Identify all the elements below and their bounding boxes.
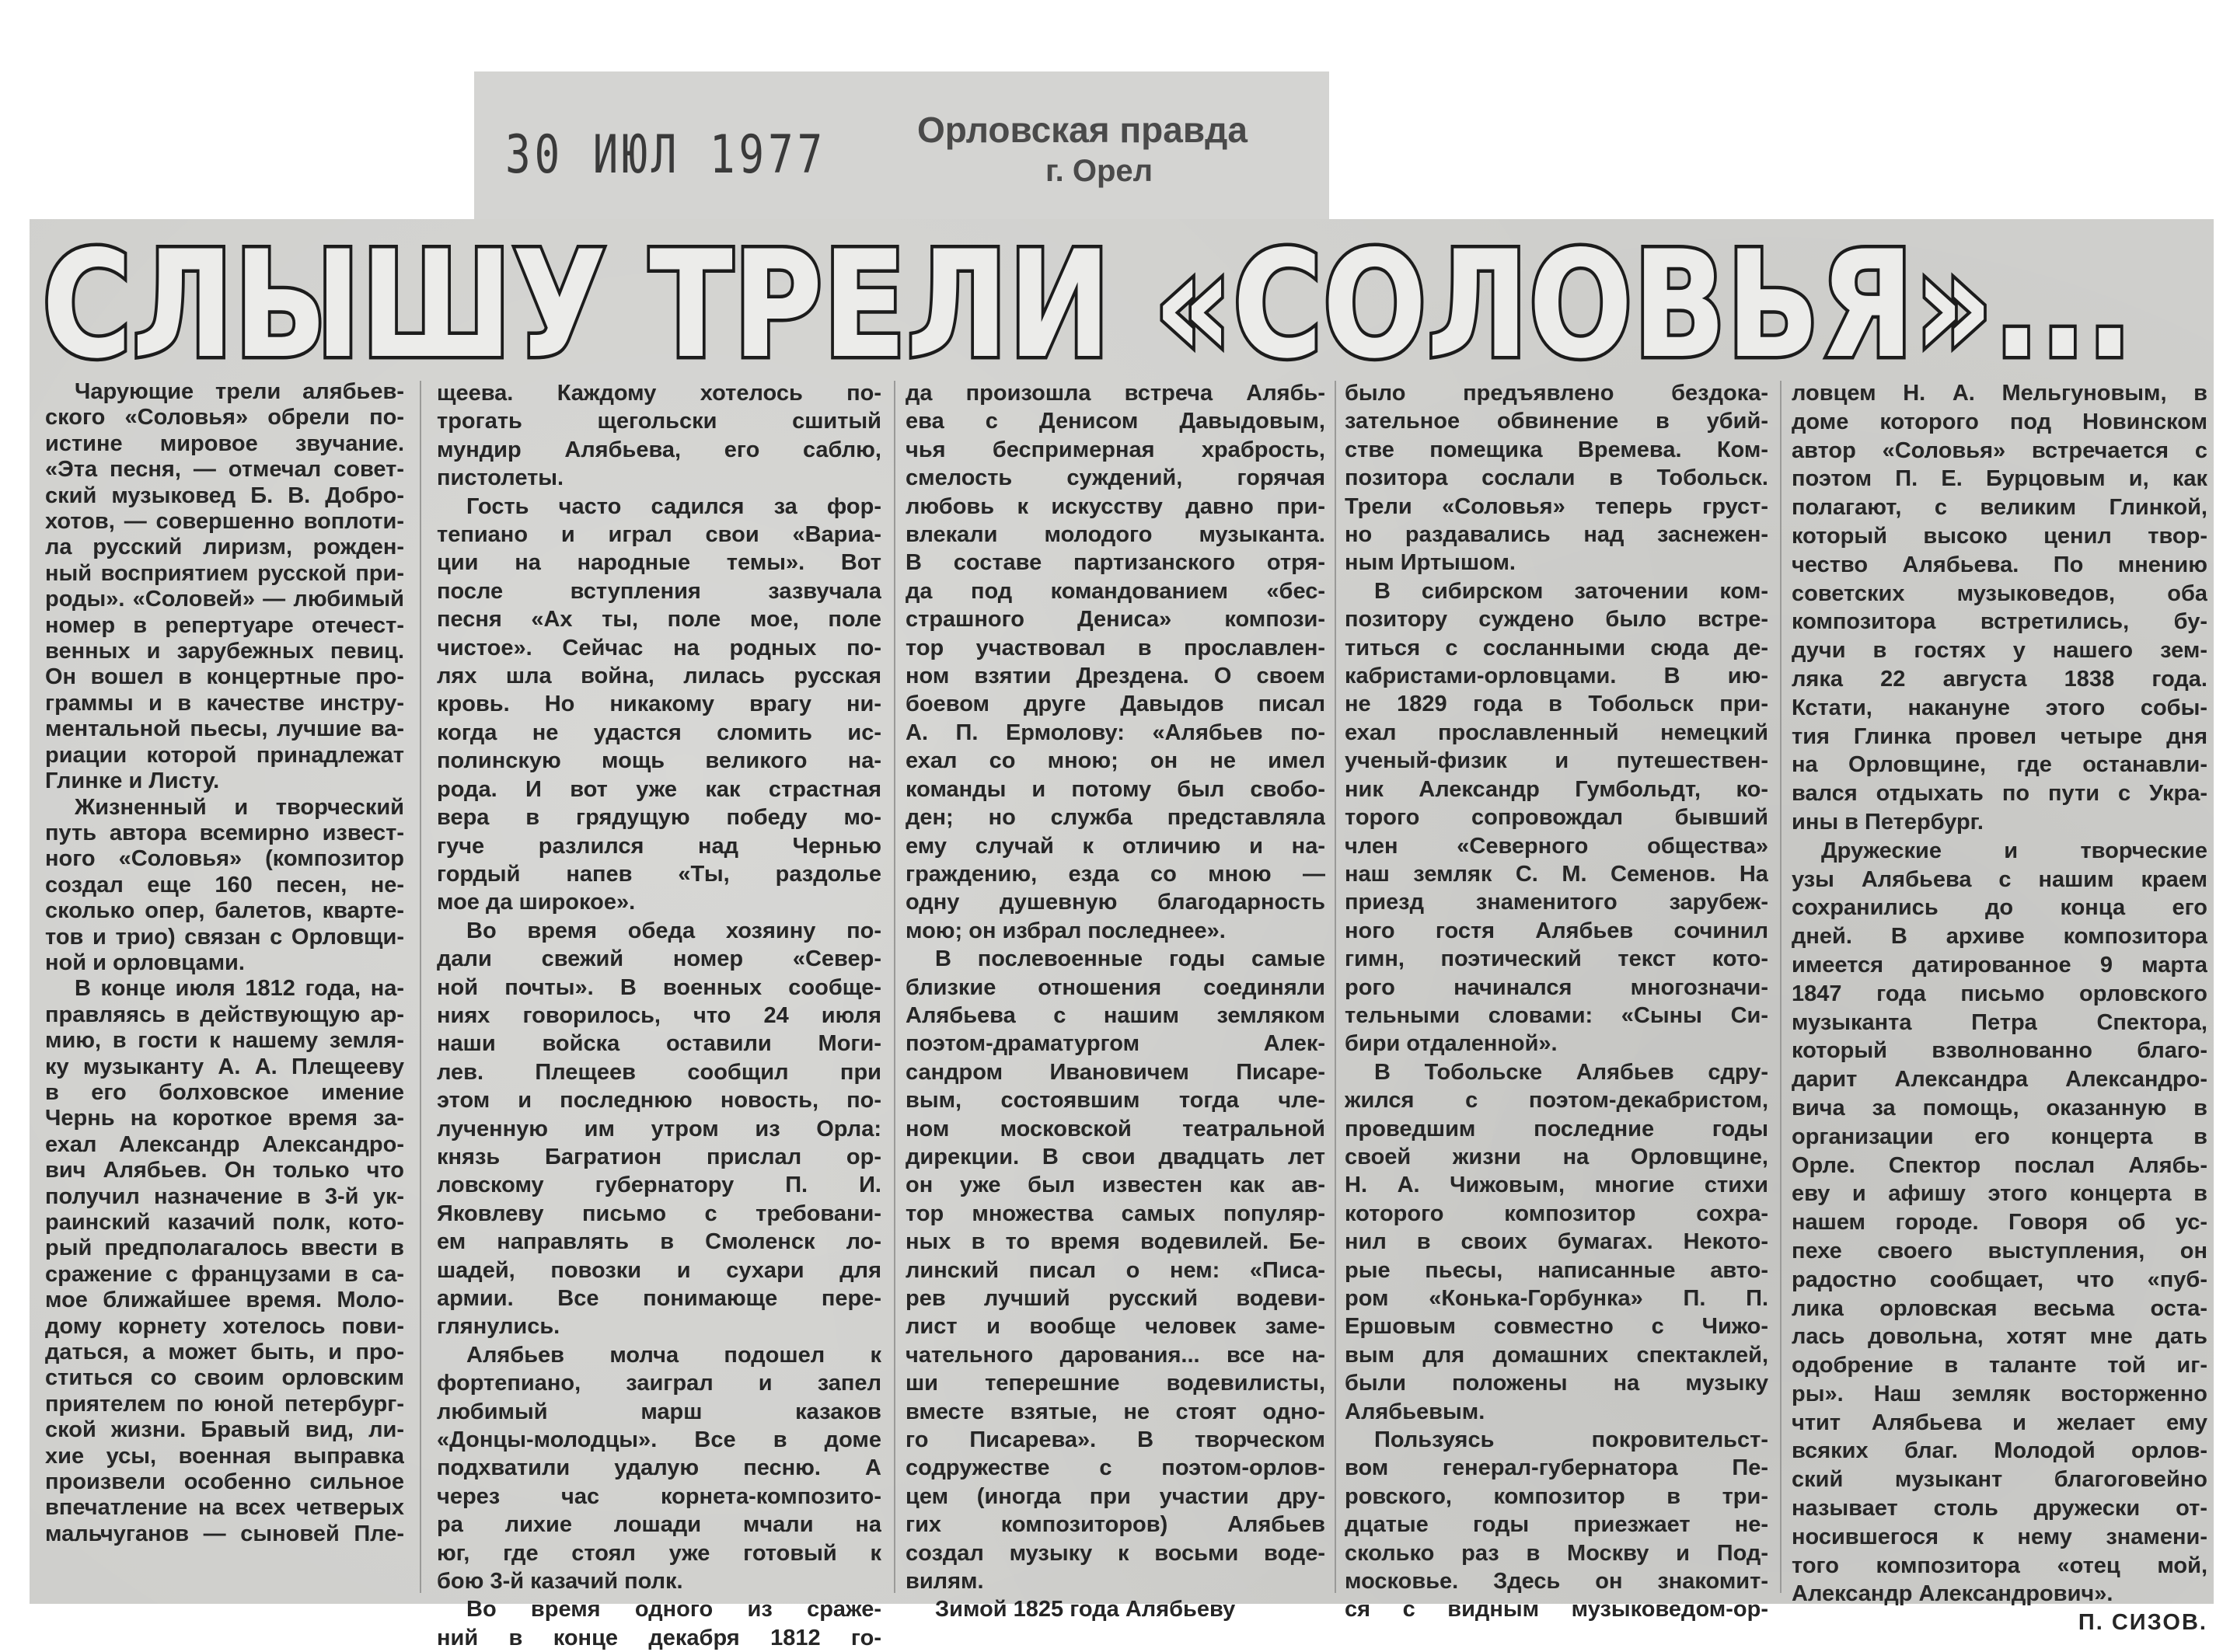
text-line: нил в своих бумагах. Некото- <box>1345 1229 1768 1255</box>
column-rule <box>1780 381 1782 1593</box>
text-line: юг, где стоял уже готовый к <box>437 1540 881 1566</box>
text-line: зательное обвинение в убий- <box>1345 409 1768 434</box>
paragraph <box>906 1595 1325 1623</box>
text-line: вича за помощь, оказанную в <box>1792 1095 2207 1121</box>
text-line: линский писал о нем: «Писа- <box>906 1257 1325 1283</box>
text-line: поэтом-драматургом Алек- <box>906 1031 1325 1057</box>
text-line: тельными словами: «Сыны Си- <box>1345 1002 1768 1028</box>
text-line: А. П. Ермолову: «Алябьев по- <box>906 720 1325 745</box>
text-line: рев лучший русский водеви- <box>906 1286 1325 1311</box>
text-line: советских музыковедов, оба <box>1792 580 2207 606</box>
text-line: ему случай к отличию и на- <box>906 833 1325 859</box>
text-line: мальчуганов — сыновей Пле- <box>45 1521 404 1546</box>
text-line: шадей, повозки и сухари для <box>437 1257 881 1283</box>
text-line: ровского, композитор в три- <box>1345 1483 1768 1509</box>
text-line: бою 3-й казачий полк. <box>437 1569 683 1594</box>
paragraph <box>45 379 404 795</box>
text-line: вым для домашних спектаклей, <box>1345 1342 1768 1368</box>
text-line: ром «Конька-Горбунка» П. П. <box>1345 1286 1768 1311</box>
text-line: впечатление на всех четверых <box>45 1495 404 1521</box>
text-line: путь автора всемирно извест- <box>45 820 404 845</box>
paragraph <box>1345 379 1768 577</box>
text-line: всяких благ. Молодой орлов- <box>1792 1438 2207 1464</box>
paragraph <box>437 493 881 917</box>
text-line: тия Глинка провел четыре дня <box>1792 723 2207 749</box>
text-line: вич Алябьев. Он только что <box>45 1158 404 1183</box>
text-line: цем (иногда при участии дру- <box>906 1483 1325 1509</box>
text-line: В сибирском заточении ком- <box>1374 578 1768 604</box>
text-line: Алябьевым. <box>1345 1399 1485 1424</box>
text-line: проведшим последние годы <box>1345 1116 1768 1141</box>
text-line: ментальной пьесы, лучшие ва- <box>45 716 404 742</box>
text-line: которого композитор сохра- <box>1345 1201 1768 1226</box>
text-line: доме которого под Новинском <box>1792 409 2207 434</box>
text-line: ева с Денисом Давыдовым, <box>906 409 1325 434</box>
text-line: этом и последнюю новость, по- <box>437 1088 881 1114</box>
paragraph <box>906 945 1325 1595</box>
text-line: ного гостя Алябьев сочинил <box>1345 918 1768 943</box>
text-line: ский музыковед Б. В. Добро- <box>45 483 404 508</box>
text-line: чтит Алябьева и желает ему <box>1792 1410 2207 1435</box>
text-line: 1847 года письмо орловского <box>1792 981 2207 1006</box>
paragraph <box>45 795 404 977</box>
text-line: после вступления зазвучала <box>437 578 881 604</box>
text-line: одну душевную благодарность <box>906 890 1325 915</box>
text-line: сохранились до конца его <box>1792 895 2207 921</box>
text-line: венных и зарубежных певиц. <box>45 639 404 664</box>
text-line: сколько опер, балетов, кварте- <box>45 898 404 924</box>
author-signature: П. СИЗОВ. <box>2078 1610 2207 1636</box>
text-line: рого начинался многозначи- <box>1345 974 1768 1000</box>
text-line: Кстати, накануне этого собы- <box>1792 695 2207 720</box>
text-line: гордый напев «Ты, раздолье <box>437 861 881 887</box>
text-line: ра лихие лошади мчали на <box>437 1512 881 1538</box>
text-line: го Писарева». В творческом <box>906 1427 1325 1453</box>
text-line: князь Багратион прислал ор- <box>437 1144 881 1169</box>
text-line: было предъявлено бездока- <box>1345 381 1768 406</box>
text-line: позитору суждено было встре- <box>1345 607 1768 633</box>
text-line: лась довольна, хотят мне дать <box>1792 1324 2207 1350</box>
article-column-2 <box>437 379 881 1652</box>
text-line: лях шла война, лилась русская <box>437 664 881 689</box>
paragraph <box>437 917 881 1341</box>
text-line: полинскую мощь великого на- <box>437 748 881 774</box>
text-line: граждению, езда со мною — <box>906 861 1325 887</box>
text-line: полагают, с великим Глинкой, <box>1792 495 2207 521</box>
text-line: Во время одного из сраже- <box>466 1597 881 1622</box>
text-line: через час корнета-композито- <box>437 1483 881 1509</box>
text-line: торого сопровождал бывший <box>1345 805 1768 831</box>
text-line: гимн, поэтический текст кото- <box>1345 946 1768 972</box>
text-line: композитора встретились, бу- <box>1792 609 2207 635</box>
text-line: ши теперешние водевилисты, <box>906 1371 1325 1396</box>
text-line: дней. В архиве композитора <box>1792 924 2207 950</box>
text-line: были положены на музыку <box>1345 1371 1768 1396</box>
text-line: пистолеты. <box>437 465 564 491</box>
text-line: фортепиано, заиграл и запел <box>437 1371 881 1396</box>
text-line: рый предполагалось ввести в <box>45 1236 404 1261</box>
text-line: «Донцы-молодцы». Все в доме <box>437 1427 881 1453</box>
text-line: тепиано и играл свои «Вариа- <box>437 522 881 548</box>
text-line: ехал со мною; он не имел <box>906 748 1325 774</box>
text-line: Во время обеда хозяину по- <box>466 918 881 943</box>
newspaper-city: г. Орел <box>1045 154 1153 188</box>
text-line: любовь к искусству давно при- <box>906 493 1325 519</box>
text-line: подхватили удалую песню. А <box>437 1455 881 1481</box>
text-line: ры». Наш земляк восторженно <box>1792 1381 2207 1406</box>
text-line: узы Алябьева с нашим краем <box>1792 866 2207 892</box>
text-line: чательного дарования... все на- <box>906 1342 1325 1368</box>
text-line: позитора сослали в Тобольск. <box>1345 465 1768 491</box>
text-line: мундир Алябьева, его саблю, <box>437 437 881 462</box>
text-line: глянулись. <box>437 1314 560 1340</box>
text-line: жился с поэтом-декабристом, <box>1345 1088 1768 1114</box>
paragraph <box>1792 837 2207 1609</box>
text-line: трогать щегольски сшитый <box>437 409 881 434</box>
text-line: Ершовым совместно с Чижо- <box>1345 1314 1768 1340</box>
text-line: ский музыкант благоговейно <box>1792 1467 2207 1493</box>
text-line: ем направлять в Смоленск ло- <box>437 1229 881 1255</box>
text-line: Чарующие трели алябьев- <box>75 379 404 404</box>
text-line: ляка 22 августа 1838 года. <box>1792 666 2207 692</box>
text-line: который высоко ценил твор- <box>1792 523 2207 549</box>
text-line: В Тобольске Алябьев сдру- <box>1374 1059 1768 1085</box>
text-line: член «Северного общества» <box>1345 833 1768 859</box>
text-line: Зимой 1825 года Алябьеву <box>935 1597 1236 1622</box>
text-line: музыканта Петра Спектора, <box>1792 1009 2207 1035</box>
text-line: ной почты». В военных сообще- <box>437 974 881 1000</box>
text-line: сражение с французами в са- <box>45 1261 404 1287</box>
text-line: ниях говорилось, что 24 июля <box>437 1002 881 1028</box>
text-line: ном московской театральной <box>906 1116 1325 1141</box>
paragraph <box>1345 1426 1768 1624</box>
text-line: В конце июля 1812 года, на- <box>75 976 404 1002</box>
text-line: наши войска оставили Моги- <box>437 1031 881 1057</box>
text-line: номер в репертуаре отечест- <box>45 612 404 638</box>
paragraph <box>437 379 881 493</box>
paragraph <box>1345 1058 1768 1426</box>
text-line: ник Александр Гумбольдт, ко- <box>1345 776 1768 802</box>
text-line: ном взятии Дрездена. О своем <box>906 664 1325 689</box>
paragraph <box>1792 379 2207 837</box>
text-line: сколько раз в Москву и Под- <box>1345 1540 1768 1566</box>
text-line: вом генерал-губернатора Пе- <box>1345 1455 1768 1481</box>
text-line: ку музыканту А. А. Плещееву <box>45 1054 404 1079</box>
text-line: который взволнованно благо- <box>1792 1038 2207 1064</box>
text-line: получил назначение в 3-й ук- <box>45 1183 404 1209</box>
text-line: нашем городе. Говоря об ус- <box>1792 1210 2207 1236</box>
text-line: лученную им утром из Орла: <box>437 1116 881 1141</box>
text-line: одобрение в таланте той иг- <box>1792 1353 2207 1378</box>
text-line: тор участвовал в прославлен- <box>906 635 1325 660</box>
text-line: да произошла встреча Алябь- <box>906 381 1325 406</box>
text-line: ского «Соловья» обрели по- <box>45 405 404 430</box>
text-line: ного «Соловья» (композитор <box>45 846 404 872</box>
text-line: ехал прославленный немецкий <box>1345 720 1768 745</box>
text-line: команды и потому был свобо- <box>906 776 1325 802</box>
text-line: наш земляк С. М. Семенов. На <box>1345 861 1768 887</box>
column-rule <box>894 381 895 1593</box>
text-line: радостно сообщает, что «пуб- <box>1792 1267 2207 1292</box>
text-line: того композитора «отец мой, <box>1792 1553 2207 1578</box>
text-line: дцатые годы приезжает не- <box>1345 1512 1768 1538</box>
paragraph <box>437 1595 881 1652</box>
text-line: вилям. <box>906 1569 984 1594</box>
text-line: роды». «Соловей» — любимый <box>45 587 404 612</box>
text-line: московье. Здесь он знакомит- <box>1345 1569 1768 1594</box>
text-line: ской жизни. Бравый вид, ли- <box>45 1417 404 1443</box>
text-line: раинский казачий полк, кото- <box>45 1210 404 1235</box>
text-line: мое да широкое». <box>437 890 636 915</box>
article-column-4 <box>1345 379 1768 1624</box>
text-line: приезд знаменитого зарубеж- <box>1345 890 1768 915</box>
text-line: Н. А. Чижовым, многие стихи <box>1345 1173 1768 1198</box>
text-line: ины в Петербург. <box>1792 809 1984 835</box>
text-line: Александр Александрович». <box>1792 1581 2113 1607</box>
text-line: риации которой принадлежат <box>45 742 404 768</box>
text-line: ся с видным музыковедом-ор- <box>1345 1597 1768 1622</box>
text-line: лист и вообще человек заме- <box>906 1314 1325 1340</box>
text-line: истине мировое звучание. <box>45 430 404 456</box>
text-line: стве помещика Времева. Ком- <box>1345 437 1768 462</box>
column-rule <box>1335 381 1336 1593</box>
text-line: Чернь на короткое время за- <box>45 1106 404 1131</box>
text-line: ститься со своим орловским <box>45 1365 404 1391</box>
text-line: произвели особенно сильное <box>45 1469 404 1495</box>
text-line: называет столь дружески от- <box>1792 1496 2207 1521</box>
text-line: поэтом П. Е. Бурцовым и, как <box>1792 466 2207 492</box>
text-line: правляясь в действующую ар- <box>45 1002 404 1027</box>
text-line: кабристами-орловцами. В ию- <box>1345 664 1768 689</box>
column-rule <box>420 381 421 1593</box>
text-line: дому корнету хотелось пови- <box>45 1313 404 1339</box>
text-line: ловцем Н. А. Мельгуновым, в <box>1792 381 2207 406</box>
text-line: сандром Ивановичем Писаре- <box>906 1059 1325 1085</box>
text-line: рода. И вот уже как страстная <box>437 776 881 802</box>
text-line: боевом друге Давыдов писал <box>906 692 1325 717</box>
text-line: титься с сосланными сюда де- <box>1345 635 1768 660</box>
text-line: содружестве с поэтом-орлов- <box>906 1455 1325 1481</box>
text-line: кровь. Но никакому врагу ни- <box>437 692 881 717</box>
text-line: щеева. Каждому хотелось по- <box>437 381 881 406</box>
text-line: он уже был известен как ав- <box>906 1173 1325 1198</box>
text-line: ехал Александр Александро- <box>45 1131 404 1157</box>
text-line: но раздавались над заснежен- <box>1345 522 1768 548</box>
text-line: дали свежий номер «Север- <box>437 946 881 972</box>
text-line: лев. Плещеев сообщил при <box>437 1059 881 1085</box>
text-line: песня «Ах ты, поле мое, поле <box>437 607 881 633</box>
text-line: мою; он избрал последнее». <box>906 918 1226 943</box>
paragraph <box>437 1341 881 1596</box>
text-line: хие усы, военная выправка <box>45 1443 404 1469</box>
text-line: дарит Александра Александро- <box>1792 1067 2207 1093</box>
paragraph <box>45 976 404 1547</box>
text-line: «Эта песня, — отмечал совет- <box>45 457 404 483</box>
text-line: лика орловская весьма оста- <box>1792 1295 2207 1321</box>
text-line: еву и афишу этого концерта в <box>1792 1181 2207 1207</box>
text-line: чья беспримерная храбрость, <box>906 437 1325 462</box>
text-line: смелость суждений, горячая <box>906 465 1325 491</box>
text-line: ных в то время водевилей. Бе- <box>906 1229 1325 1255</box>
text-line: Дружеские и творческие <box>1821 838 2207 863</box>
text-line: когда не удастся сломить ис- <box>437 720 881 745</box>
text-line: Трели «Соловья» теперь груст- <box>1345 493 1768 519</box>
text-line: Алябьева с нашим земляком <box>906 1002 1325 1028</box>
text-line: Жизненный и творческий <box>75 794 404 820</box>
text-line: бири отдаленной». <box>1345 1031 1558 1057</box>
text-line: ный восприятием русской при- <box>45 560 404 586</box>
text-line: тор множества самых популяр- <box>906 1201 1325 1226</box>
text-line: Алябьев молча подошел к <box>466 1342 881 1368</box>
text-line: своей жизни на Орловщине, <box>1345 1144 1768 1169</box>
text-line: Орле. Спектор послал Алябь- <box>1792 1152 2207 1178</box>
text-line: в его болховское имение <box>45 1079 404 1105</box>
text-line: чистое». Сейчас на родных по- <box>437 635 881 660</box>
text-line: Гость часто садился за фор- <box>466 493 881 519</box>
article-column-1 <box>45 379 404 1547</box>
text-line: организации его концерта в <box>1792 1124 2207 1149</box>
newspaper-name: Орловская правда <box>917 110 1248 150</box>
text-line: мое ближайшее время. Моло- <box>45 1288 404 1313</box>
article-column-3 <box>906 379 1325 1624</box>
article-column-5 <box>1792 379 2207 1637</box>
text-line: создал музыку к восьми воде- <box>906 1540 1325 1566</box>
text-line: любимый марш казаков <box>437 1399 881 1424</box>
text-line: вера в грядущую победу мо- <box>437 805 881 831</box>
article-headline <box>39 233 2153 373</box>
text-line: дирекции. В свои двадцать лет <box>906 1144 1325 1169</box>
text-line: ции на народные темы». Вот <box>437 550 881 576</box>
paragraph <box>906 379 1325 945</box>
text-line: ной и орловцами. <box>45 950 245 975</box>
text-line: создал еще 160 песен, не- <box>45 872 404 897</box>
text-line: Яковлеву письмо с требовани- <box>437 1201 881 1226</box>
headline-text: СЛЫШУ ТРЕЛИ «СОЛОВЬЯ»... <box>42 233 2133 373</box>
text-line: Глинке и Листу. <box>45 768 220 794</box>
paragraph <box>1345 577 1768 1058</box>
text-line: близкие отношения соединяли <box>906 974 1325 1000</box>
text-line: граммы и в качестве инстру- <box>45 690 404 716</box>
text-line: имеется датированное 9 марта <box>1792 952 2207 978</box>
text-line: Пользуясь покровительст- <box>1374 1427 1768 1453</box>
text-line: дучи в гостях у нашего зем- <box>1792 638 2207 664</box>
text-line: пехе своего выступления, он <box>1792 1238 2207 1263</box>
text-line: гих композиторов) Алябьев <box>906 1512 1325 1538</box>
text-line: ученый-физик и путешествен- <box>1345 748 1768 774</box>
text-line: даться, а может быть, и про- <box>45 1340 404 1365</box>
text-line: да под командованием «бес- <box>906 578 1325 604</box>
text-line: Он вошел в концертные про- <box>45 664 404 690</box>
text-line: не 1829 года в Тобольск при- <box>1345 692 1768 717</box>
text-line: армии. Все понимающе пере- <box>437 1286 881 1311</box>
text-line: вался отдыхать по пути с Укра- <box>1792 781 2207 807</box>
text-line: В послевоенные годы самые <box>935 946 1325 972</box>
text-line: страшного Дениса» компози- <box>906 607 1325 633</box>
text-line: вым, состоявшим тогда чле- <box>906 1088 1325 1114</box>
text-line: носившегося к нему знамени- <box>1792 1524 2207 1549</box>
text-line: приятелем по юной петербург- <box>45 1391 404 1417</box>
text-line: хотов, — совершенно воплоти- <box>45 509 404 535</box>
text-line: тов и трио) связан с Орловщи- <box>45 924 404 950</box>
text-line: автор «Соловья» встречается с <box>1792 437 2207 463</box>
text-line: ден; но служба представляла <box>906 805 1325 831</box>
text-line: ла русский лиризм, рожден- <box>45 535 404 560</box>
text-line: ным Иртышом. <box>1345 550 1516 576</box>
text-line: мию, в гости к нашему земля- <box>45 1028 404 1054</box>
text-line: рые пьесы, написанные авто- <box>1345 1257 1768 1283</box>
date-stamp: 30 ИЮЛ 1977 <box>505 124 827 186</box>
text-line: ловскому губернатору П. И. <box>437 1173 881 1198</box>
text-line: гуче разлился над Чернью <box>437 833 881 859</box>
text-line: вместе взятые, не стоят одно- <box>906 1399 1325 1424</box>
text-line: ний в конце декабря 1812 го- <box>437 1625 881 1650</box>
text-line: влекали молодого музыканта. <box>906 522 1325 548</box>
text-line: В составе партизанского отря- <box>906 550 1325 576</box>
text-line: на Орловщине, где останавли- <box>1792 752 2207 778</box>
text-line: чество Алябьева. По мнению <box>1792 552 2207 577</box>
